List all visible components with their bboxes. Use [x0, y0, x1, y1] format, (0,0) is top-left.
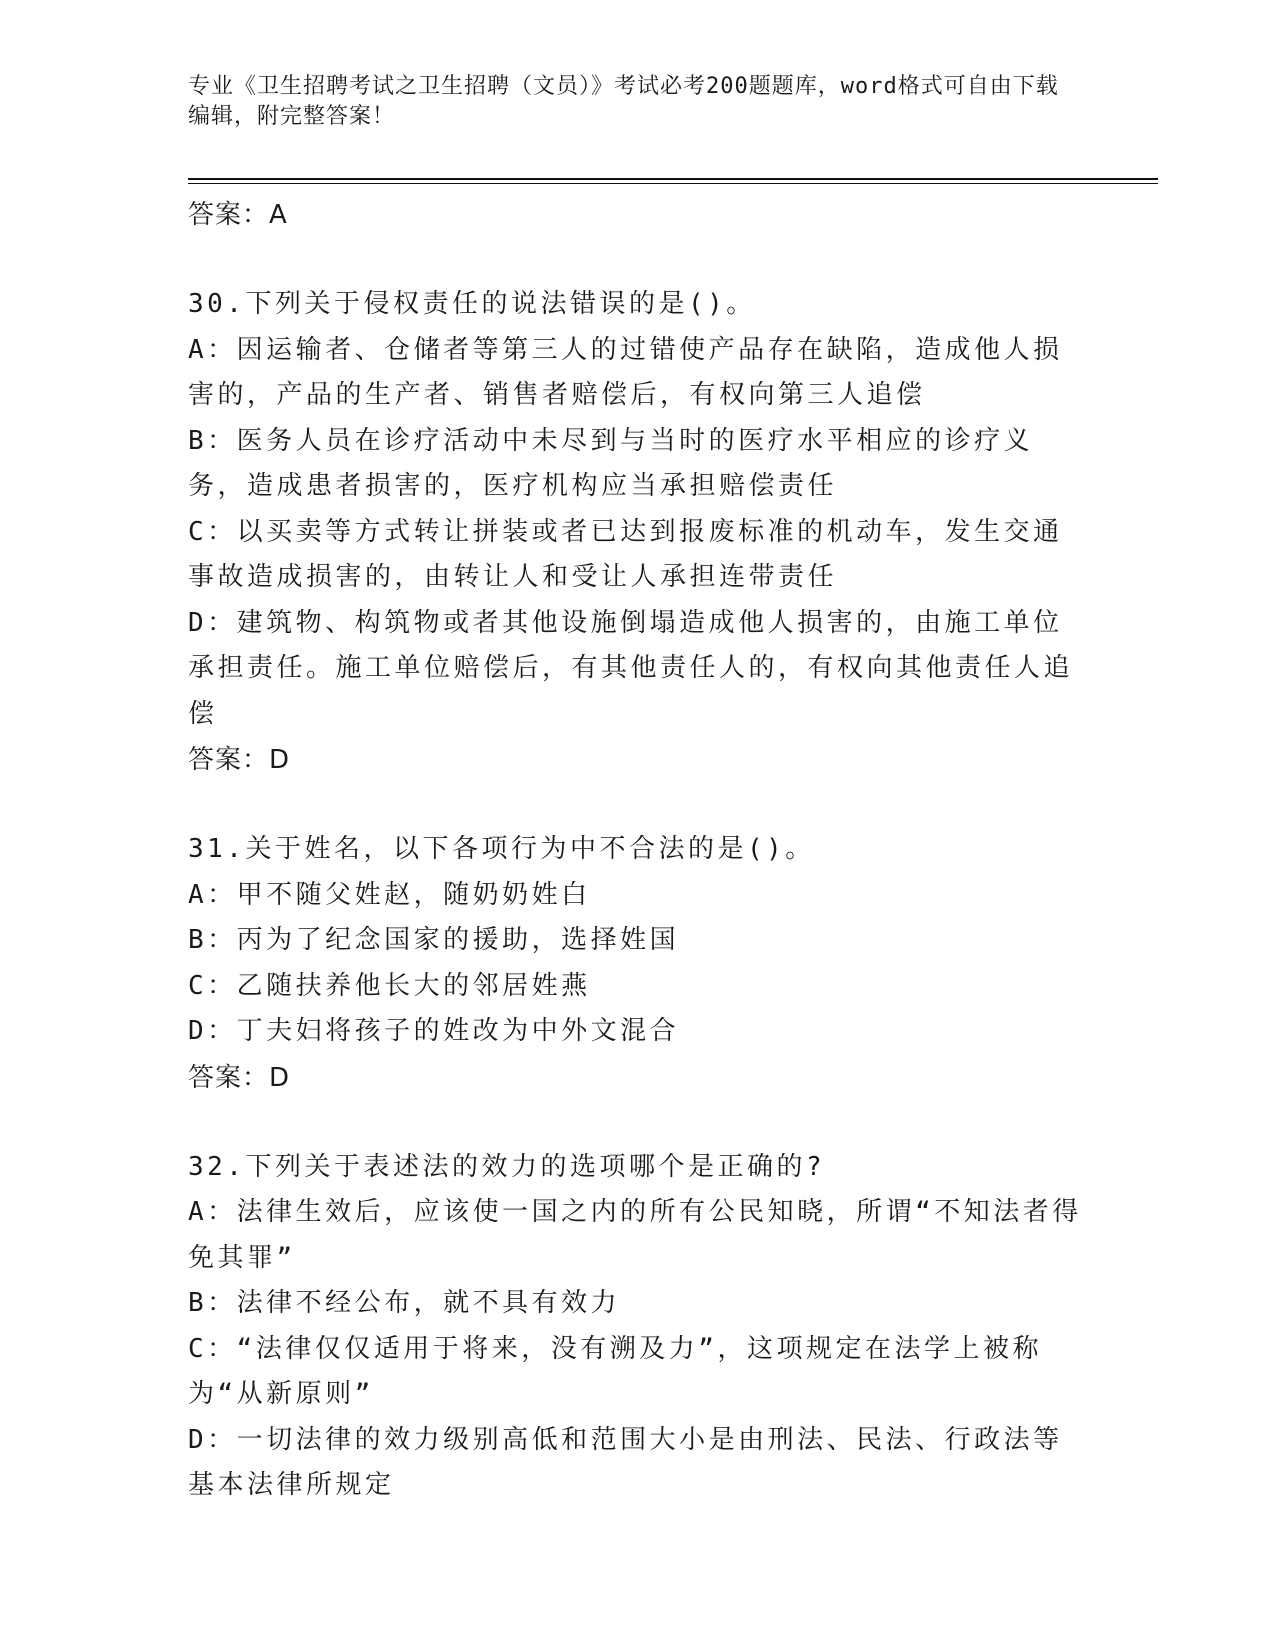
option-a: A：法律生效后，应该使一国之内的所有公民知晓，所谓“不知法者得免其罪”	[188, 1197, 1082, 1273]
document-header: 专业《卫生招聘考试之卫生招聘（文员）》考试必考200题题库，word格式可自由下载编辑，附完整答案！	[188, 74, 1059, 129]
previous-answer: 答案：A	[188, 200, 288, 230]
question-block	[188, 827, 1088, 1101]
question-title: 32.下列关于表述法的效力的选项哪个是正确的?	[188, 1151, 826, 1182]
question-title: 30.下列关于侵权责任的说法错误的是()。	[188, 289, 756, 319]
header-divider-thin	[188, 183, 1158, 184]
header-divider	[188, 178, 1158, 180]
option-b: B：医务人员在诊疗活动中未尽到与当时的医疗水平相应的诊疗义务，造成患者损害的，医疗机构应当承担赔偿责任	[188, 425, 1034, 501]
question-title: 31.关于姓名，以下各项行为中不合法的是()。	[188, 834, 815, 864]
option-c: C：“法律仅仅适用于将来，没有溯及力”，这项规定在法学上被称为“从新原则”	[188, 1333, 1042, 1409]
option-a: A：甲不随父姓赵，随奶奶姓白	[188, 879, 591, 910]
option-a: A：因运输者、仓储者等第三人的过错使产品存在缺陷，造成他人损害的，产品的生产者、销售者赔偿后，有权向第三人追偿	[188, 334, 1063, 410]
option-b: B：法律不经公布，就不具有效力	[188, 1288, 621, 1318]
option-c: C：以买卖等方式转让拼装或者已达到报废标准的机动车，发生交通事故造成损害的，由转让人和受让人承担连带责任	[188, 516, 1063, 592]
question-answer: 答案：D	[188, 745, 291, 775]
option-d: D：一切法律的效力级别高低和范围大小是由刑法、民法、行政法等基本法律所规定	[188, 1424, 1063, 1500]
question-list	[188, 192, 1088, 1509]
question-block	[188, 282, 1088, 783]
question-block	[188, 1145, 1088, 1509]
question-answer: 答案：D	[188, 1062, 291, 1093]
option-d: D：丁夫妇将孩子的姓改为中外文混合	[188, 1016, 680, 1046]
option-c: C：乙随扶养他长大的邻居姓燕	[188, 970, 591, 1001]
option-d: D：建筑物、构筑物或者其他设施倒塌造成他人损害的，由施工单位承担责任。施工单位赔偿后，有其他责任人的，有权向其他责任人追偿	[188, 607, 1074, 729]
option-b: B：丙为了纪念国家的援助，选择姓国	[188, 925, 680, 955]
